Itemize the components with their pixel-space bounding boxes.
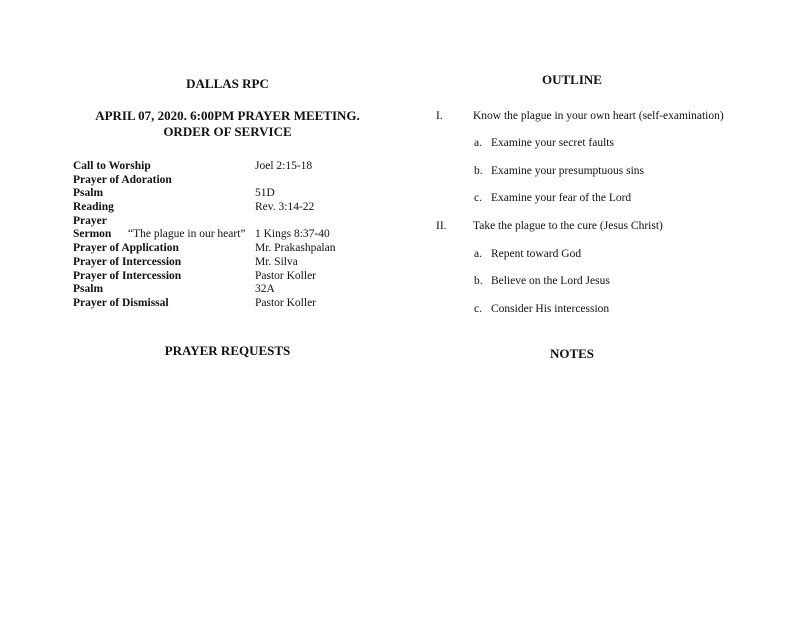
order-of-service-heading: ORDER OF SERVICE bbox=[163, 124, 292, 139]
outline-marker: c. bbox=[474, 303, 482, 315]
service-item-name: Call to Worship bbox=[73, 160, 151, 172]
outline-marker: I. bbox=[436, 110, 443, 122]
prayer-requests-heading: PRAYER REQUESTS bbox=[164, 343, 291, 358]
service-item-reference: Pastor Koller bbox=[255, 269, 317, 282]
outline-item: Believe on the Lord Jesus bbox=[491, 275, 610, 287]
service-item-name: Prayer of Application bbox=[73, 242, 179, 255]
outline-item: Know the plague in your own heart (self-examination) bbox=[473, 110, 724, 122]
service-item-reference: 32A bbox=[255, 283, 275, 296]
outline-item: Examine your secret faults bbox=[491, 137, 614, 149]
outline-item: Examine your fear of the Lord bbox=[491, 192, 632, 204]
meeting-title: APRIL 07, 2020. 6:00PM PRAYER MEETING. bbox=[95, 108, 360, 123]
outline-item: Repent toward God bbox=[491, 248, 582, 260]
service-item-name: Psalm bbox=[73, 283, 104, 296]
service-item-reference: Rev. 3:14-22 bbox=[255, 201, 315, 214]
outline-heading: OUTLINE bbox=[542, 72, 602, 87]
outline-marker: b. bbox=[474, 165, 483, 177]
service-item-reference: 1 Kings 8:37-40 bbox=[255, 228, 330, 241]
sermon-title: “The plague in our heart” bbox=[128, 228, 246, 241]
service-item-name: Psalm bbox=[73, 187, 104, 200]
service-item-reference: Joel 2:15-18 bbox=[255, 160, 313, 172]
outline-marker: a. bbox=[474, 248, 482, 260]
outline-marker: II. bbox=[436, 220, 447, 232]
service-item-reference: Mr. Silva bbox=[255, 255, 298, 268]
church-name: DALLAS RPC bbox=[186, 76, 269, 91]
service-item-name: Prayer of Intercession bbox=[73, 269, 182, 282]
outline-marker: c. bbox=[474, 192, 482, 204]
service-item-name: Prayer of Adoration bbox=[73, 173, 172, 186]
outline-item: Take the plague to the cure (Jesus Christ) bbox=[473, 220, 663, 232]
service-item-reference: Pastor Koller bbox=[255, 296, 317, 309]
service-item-name: Reading bbox=[73, 201, 114, 214]
outline-marker: b. bbox=[474, 275, 483, 287]
outline-item: Examine your presumptuous sins bbox=[491, 165, 644, 177]
service-item-name: Prayer of Dismissal bbox=[73, 296, 169, 309]
service-item-reference: 51D bbox=[255, 187, 275, 200]
service-item-reference: Mr. Prakashpalan bbox=[255, 242, 336, 255]
service-item-name: Prayer of Intercession bbox=[73, 255, 182, 268]
outline-item: Consider His intercession bbox=[491, 303, 610, 315]
service-item-name: Prayer bbox=[73, 214, 107, 227]
notes-heading: NOTES bbox=[549, 346, 595, 361]
service-item-name: Sermon bbox=[73, 228, 112, 241]
outline-marker: a. bbox=[474, 137, 482, 149]
